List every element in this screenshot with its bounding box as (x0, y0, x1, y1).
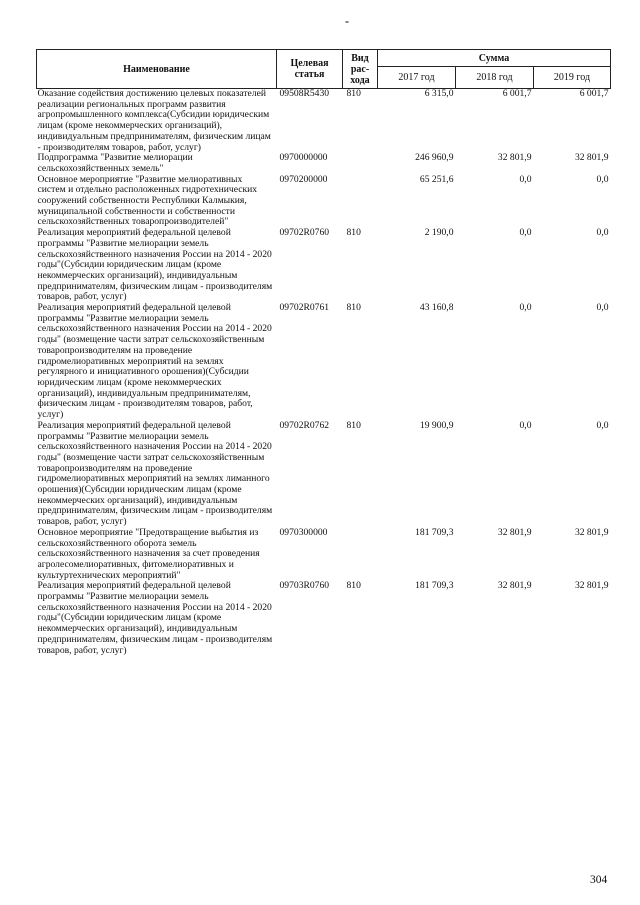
table-row (37, 303, 611, 421)
row-expense-kind (343, 175, 378, 229)
row-name: Реализация мероприятий федеральной целевой программы "Развитие мелиорации земель сельскохозяйственного назначения России на 2014 - 2020 годы" (возмещение части затрат сельскохозяйственным товаропроизводителям на проведение гидромелиоративных мероприятий на землях регулярного и инициативного орошения)(Субсидии юридическим лицам (кроме некоммерческих организаций), индивидуальным предпринимателям, физическим лицам - производителям товаров, работ, услуг) (37, 302, 272, 421)
row-sum-2018: 0,0 (519, 302, 532, 314)
table-body (37, 89, 611, 657)
row-target-article: 09703R0760 (279, 580, 330, 592)
row-expense-kind: 810 (346, 580, 361, 592)
row-sum-2017: 65 251,6 (419, 173, 454, 185)
row-sum-2018: 0,0 (519, 227, 532, 239)
row-expense-kind (343, 153, 378, 174)
row-sum-2019: 32 801,9 (574, 580, 609, 592)
row-sum-2019: 0,0 (596, 419, 609, 431)
row-target-article: 09702R0761 (279, 302, 330, 314)
row-sum-2019: 0,0 (596, 173, 609, 185)
row-sum-2017: 19 900,9 (419, 419, 454, 431)
row-sum-2017: 181 709,3 (415, 580, 454, 592)
row-expense-kind: 810 (346, 302, 361, 314)
table-row (37, 89, 611, 154)
budget-table (36, 49, 611, 656)
page-top-mark: - (345, 14, 349, 28)
table-row (37, 528, 611, 582)
row-sum-2018: 0,0 (519, 419, 532, 431)
table-row (37, 228, 611, 303)
header-sum: Сумма (378, 50, 611, 67)
row-name: Реализация мероприятий федеральной целевой программы "Развитие мелиорации земель сельскохозяйственного назначения России на 2014 - 2020 годы"(Субсидии юридическим лицам (кроме некоммерческих организаций), индивидуальным предпринимателям, физическим лицам - производителям товаров, работ, услуг) (37, 580, 273, 656)
header-year-2019: 2019 год (534, 67, 611, 89)
row-sum-2019: 0,0 (596, 227, 609, 239)
row-sum-2017: 246 960,9 (415, 152, 454, 164)
row-target-article: 0970000000 (279, 152, 328, 164)
row-sum-2018: 0,0 (519, 173, 532, 185)
row-sum-2018: 6 001,7 (502, 88, 532, 99)
table-header (37, 50, 611, 89)
row-sum-2019: 6 001,7 (579, 88, 609, 99)
row-expense-kind: 810 (346, 227, 361, 239)
row-sum-2019: 0,0 (596, 302, 609, 314)
row-sum-2017: 6 315,0 (424, 88, 454, 99)
page-number: 304 (590, 874, 608, 886)
header-year-2017: 2017 год (378, 67, 456, 89)
row-expense-kind: 810 (346, 419, 361, 431)
table-row (37, 153, 611, 174)
row-target-article: 0970200000 (279, 173, 328, 185)
row-sum-2018: 32 801,9 (497, 152, 532, 164)
header-year-2018: 2018 год (456, 67, 534, 89)
header-expense-kind: Вид рас-хода (343, 50, 378, 89)
table-row (37, 175, 611, 229)
row-name: Реализация мероприятий федеральной целевой программы "Развитие мелиорации земель сельскохозяйственного назначения России на 2014 - 2020 годы"(Субсидии юридическим лицам (кроме некоммерческих организаций), индивидуальным предпринимателям, физическим лицам - производителям товаров, работ, услуг) (37, 227, 273, 303)
row-sum-2019: 32 801,9 (574, 152, 609, 164)
row-name: Реализация мероприятий федеральной целевой программы "Развитие мелиорации земель сельскохозяйственного назначения России на 2014 - 2020 годы" (возмещение части затрат сельскохозяйственным товаропроизводителям на проведение гидромелиоративных мероприятий на землях лиманного орошения)(Субсидии юридическим лицам (кроме некоммерческих организаций), индивидуальным предпринимателям, физическим лицам - производителям товаров, работ, услуг) (37, 419, 273, 528)
row-sum-2018: 32 801,9 (497, 580, 532, 592)
table-row (37, 421, 611, 528)
row-sum-2019: 32 801,9 (574, 526, 609, 538)
row-target-article: 09508R5430 (279, 88, 330, 99)
row-target-article: 09702R0760 (279, 227, 330, 239)
row-sum-2017: 181 709,3 (415, 526, 454, 538)
header-target-article: Целевая статья (277, 50, 343, 89)
row-sum-2017: 43 160,8 (419, 302, 454, 314)
row-target-article: 0970300000 (279, 526, 328, 538)
row-name: Подпрограмма "Развитие мелиорации сельскохозяйственных земель" (37, 152, 193, 174)
row-name: Основное мероприятие "Предотвращение выбытия из сельскохозяйственного оборота земель сельскохозяйственного назначения за счет проведения агролесомелиоративных, фитомелиоративных и культуртехнических мероприятий" (37, 526, 260, 581)
row-name: Основное мероприятие "Развитие мелиоративных систем и отдельно расположенных гидротехнических сооружений собственности Республики Калмыкия, муниципальной собственности и собственности сельскохозяйственных товаропроизводителей" (37, 173, 258, 228)
row-expense-kind: 810 (346, 88, 361, 99)
row-name: Оказание содействия достижению целевых показателей реализации региональных программ развития агропромышленного комплекса(Субсидии юридическим лицам (кроме некоммерческих организаций), индивидуальным предпринимателям, физическим лицам - производителям товаров, работ, услуг) (37, 88, 271, 153)
row-sum-2017: 2 190,0 (424, 227, 454, 239)
row-sum-2018: 32 801,9 (497, 526, 532, 538)
table-row (37, 581, 611, 656)
row-target-article: 09702R0762 (279, 419, 330, 431)
row-expense-kind (343, 528, 378, 582)
header-name: Наименование (37, 50, 277, 89)
